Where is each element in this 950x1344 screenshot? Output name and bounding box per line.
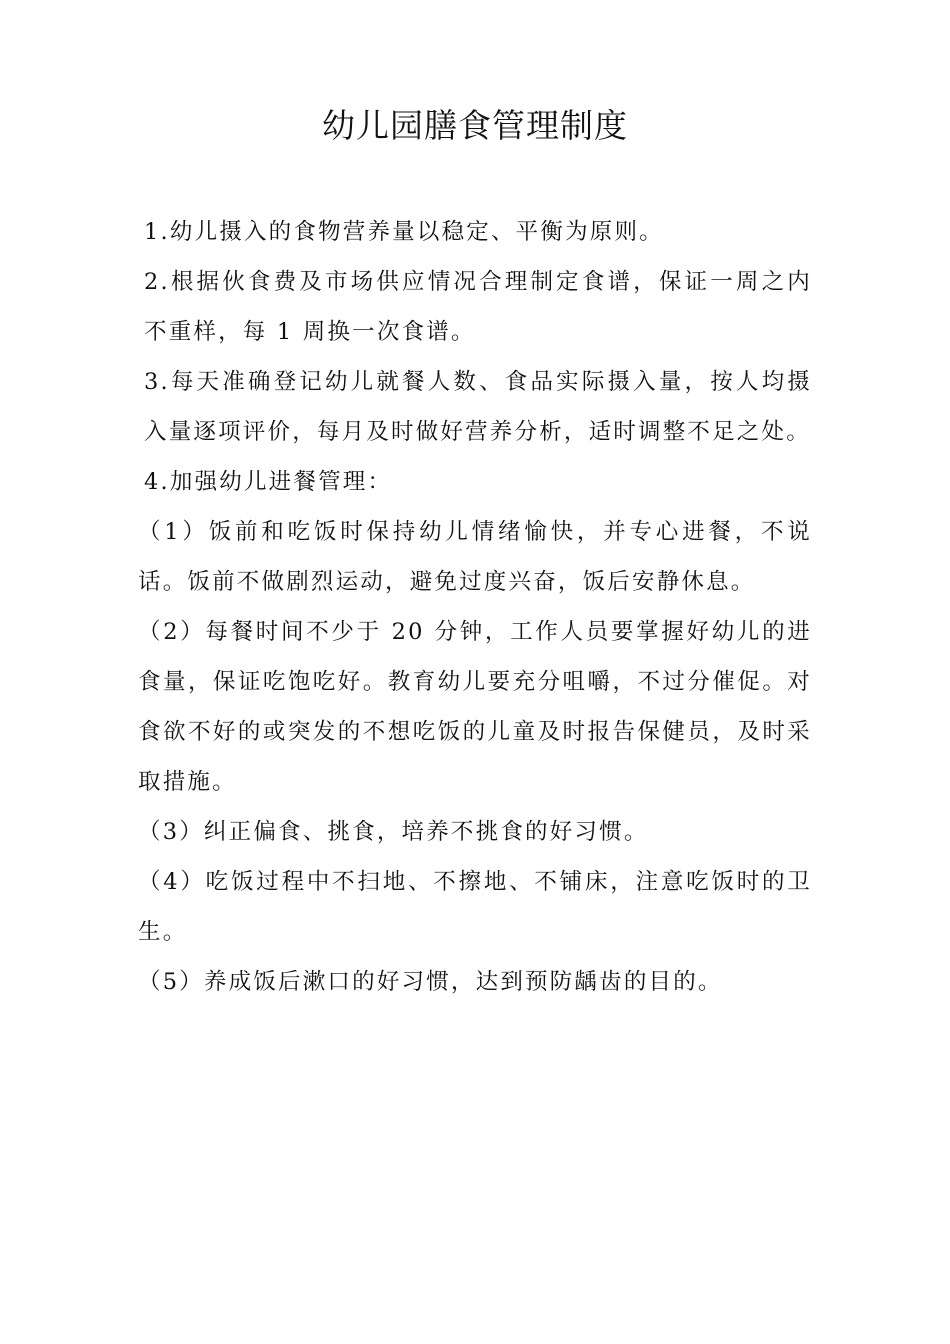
paragraph-4: 4.加强幼儿进餐管理： bbox=[144, 469, 393, 495]
sub-item-3: （3）纠正偏食、挑食，培养不挑食的好习惯。 bbox=[138, 819, 649, 845]
sub-item-1: （1）饭前和吃饭时保持幼儿情绪愉快，并专心进餐，不说话。饭前不做剧烈运动，避免过度兴奋，饭后安静休息。 bbox=[138, 519, 812, 595]
paragraph-1: 1.幼儿摄入的食物营养量以稳定、平衡为原则。 bbox=[144, 219, 664, 245]
paragraph-2: 2.根据伙食费及市场供应情况合理制定食谱，保证一周之内不重样，每 1 周换一次食谱。 bbox=[144, 269, 812, 345]
page-title: 幼儿园膳食管理制度 bbox=[322, 106, 628, 145]
sub-item-5: （5）养成饭后漱口的好习惯，达到预防龋齿的目的。 bbox=[138, 969, 723, 995]
document-body bbox=[138, 207, 812, 1007]
sub-item-2: （2）每餐时间不少于 20 分钟，工作人员要掌握好幼儿的进食量，保证吃饱吃好。教育幼儿要充分咀嚼，不过分催促。对食欲不好的或突发的不想吃饭的儿童及时报告保健员，及时采取措施。 bbox=[138, 619, 812, 795]
sub-item-4: （4）吃饭过程中不扫地、不擦地、不铺床，注意吃饭时的卫生。 bbox=[138, 869, 812, 945]
paragraph-3: 3.每天准确登记幼儿就餐人数、食品实际摄入量，按人均摄入量逐项评价，每月及时做好营养分析，适时调整不足之处。 bbox=[144, 369, 812, 445]
